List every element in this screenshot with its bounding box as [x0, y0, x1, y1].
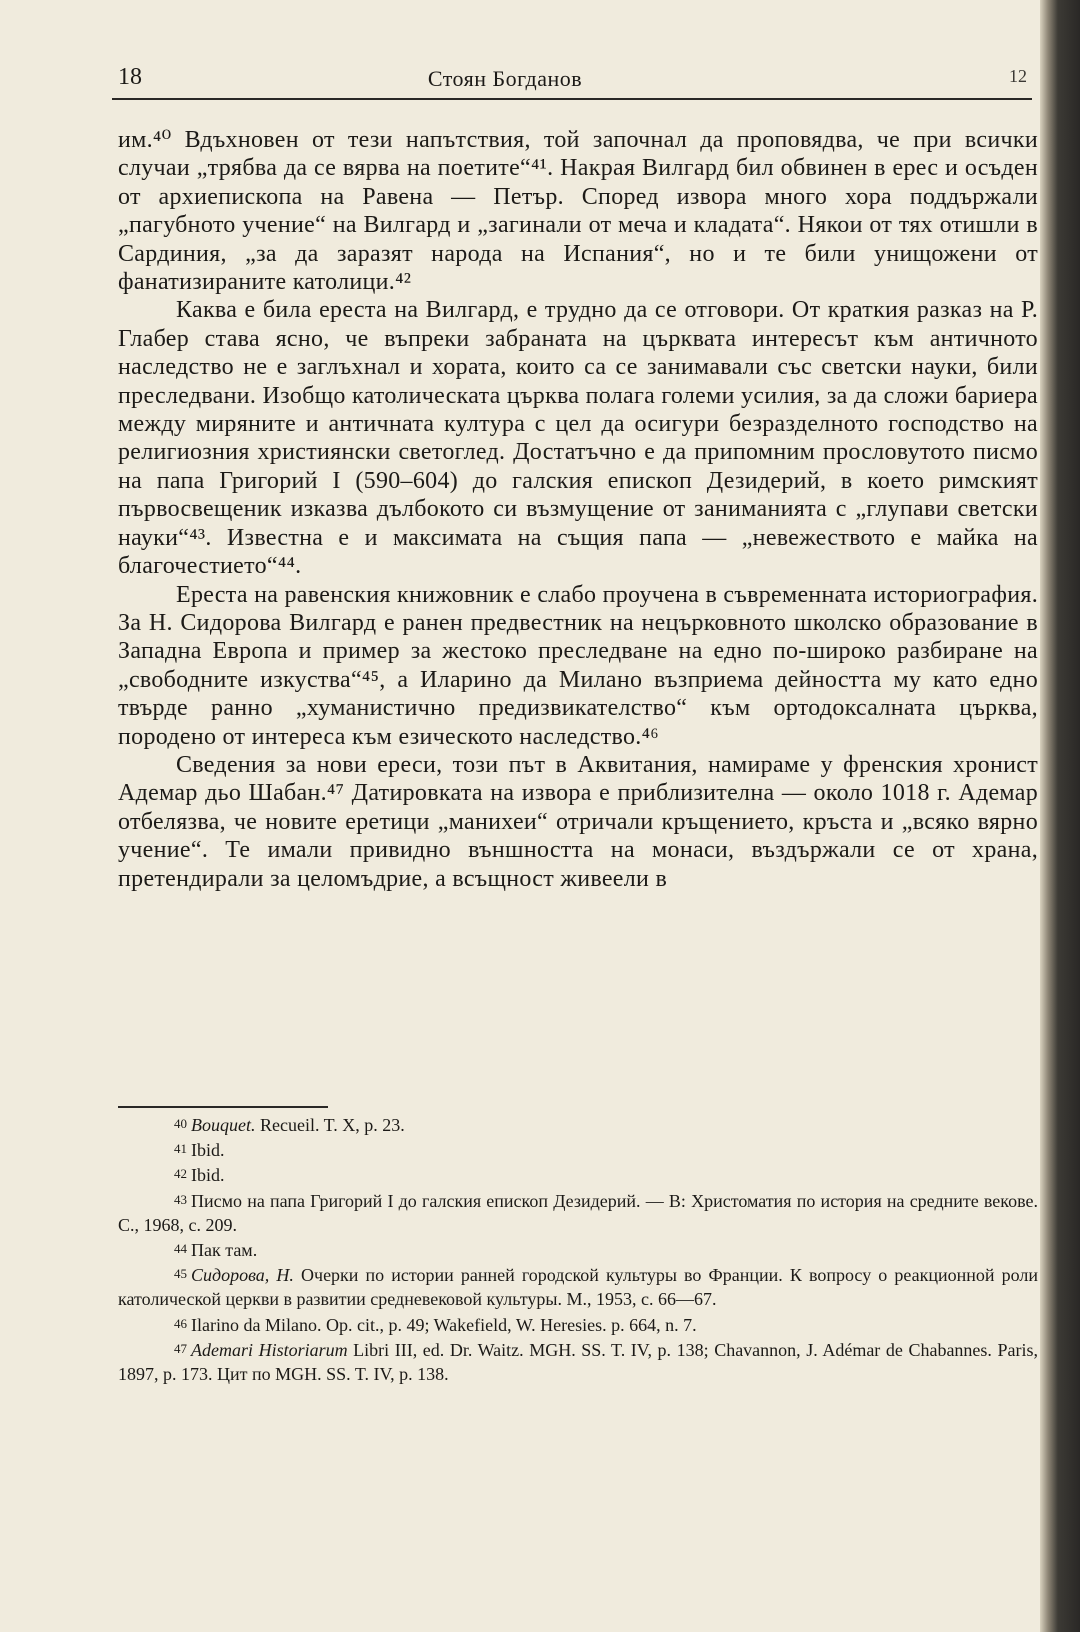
- footnote: [118, 1137, 1038, 1162]
- footnote-text: Libri III, ed. Dr. Waitz. MGH. SS. T. IV, p. 138; Chavannon, J. Adémar de Chabannes. Paris, 1897, p. 173. Цит по MGH. SS. T. IV, p. 138.: [118, 1339, 1038, 1385]
- footnote-text: Очерки по истории ранней городской культуры во Франции. К вопросу о реакционной роли католической церкви в развитии средневековой культуры. М., 1953, с. 66—67.: [118, 1265, 1038, 1310]
- footnote-number: 45: [174, 1266, 187, 1282]
- footnote-text: Ibid.: [191, 1165, 225, 1186]
- footnotes: [118, 1112, 1038, 1386]
- main-text: [118, 126, 1038, 893]
- footnote-number: 40: [174, 1116, 187, 1131]
- footnote-number: 42: [174, 1166, 187, 1182]
- footnote-text: Recueil. T. X, p. 23.: [255, 1115, 405, 1135]
- footnote: [118, 1237, 1038, 1262]
- footnote: [118, 1312, 1038, 1337]
- paragraph-2: Каква е била ереста на Вилгард, е трудно да се отговори. От краткия разказ на Р. Глабер става ясно, че въпреки забраната на църквата интересът към античното наследство не е заглъхнал и хората, които са се занимавали със светски науки, били преследвани. Изобщо католическата църква полага големи усилия, за да сложи бариера между миряните и античната култура с цел да осигури безразделното господство на религиозния християнски светоглед. Достатъчно е да припомним прословутото писмо на папа Григорий I (590–604) до галския епископ Дезидерий, в което римският първосвещеник изказва дълбокото си възмущение от заниманията с „глупави светски науки“⁴³. Известна е и максимата на същия папа — „невежеството е майка на благочестието“⁴⁴.: [118, 297, 1038, 580]
- footnote-italic: Ademari Historiarum: [191, 1339, 348, 1360]
- footnote-text: Писмо на папа Григорий I до галския епископ Дезидерий. — В: Христоматия по история на средните векове. С., 1968, с. 209.: [118, 1190, 1038, 1235]
- paragraph-3: Ереста на равенския книжовник е слабо проучена в съвременната историография. За Н. Сидорова Вилгард е ранен предвестник на нецърковното школско образование в Западна Европа и пример за жестоко преследване на едно по-широко разбиране на „свободните изкуства“⁴⁵, а Иларино да Милано възприема дейността му като едно твърде ранно „хуманистично предизвикателство“ към ортодоксалната църква, породено от интереса към езическото наследство.⁴⁶: [118, 581, 1038, 750]
- footnote-text: Ilarino da Milano. Op. cit., p. 49; Wakefield, W. Heresies. p. 664, n. 7.: [191, 1314, 697, 1335]
- footnote: [118, 1188, 1038, 1237]
- footnote-number: 43: [174, 1191, 187, 1207]
- footnote-text: Пак там.: [191, 1240, 258, 1261]
- footnote: [118, 1337, 1038, 1386]
- running-head: Стоян Богданов: [427, 66, 583, 91]
- page-number: 18: [118, 64, 142, 90]
- footnote: [118, 1112, 1038, 1137]
- footnote-text: Ibid.: [191, 1140, 225, 1161]
- paragraph-4: Сведения за нови ереси, този път в Аквитания, намираме у френския хронист Адемар дьо Шабан.⁴⁷ Датировката на извора е приблизителна — около 1018 г. Адемар отбелязва, че новите еретици „манихеи“ отричали кръщението, кръста и „всяко вярно учение“. Те имали привидно външността на монаси, въздържали се от храна, претендирали за целомъдрие, а всъщност живеели в: [118, 751, 1038, 892]
- book-spine-shadow: [1040, 0, 1080, 1632]
- footnote-number: 41: [174, 1141, 187, 1157]
- footnote-italic: Bouquet.: [191, 1115, 256, 1135]
- footnote: [118, 1262, 1038, 1311]
- footnote-number: 46: [174, 1315, 187, 1331]
- footnote-number: 44: [174, 1241, 187, 1257]
- footnote-rule: [118, 1106, 328, 1108]
- page-header: [116, 60, 1036, 100]
- footnote-italic: Сидорова, Н.: [191, 1265, 294, 1286]
- paragraph-1: им.⁴⁰ Вдъхновен от тези напътствия, той започнал да проповядва, че при всички случаи „трябва да се вярва на поетите“⁴¹. Накрая Вилгард бил обвинен в ерес и осъден от архиепископа на Равена — Петър. Според извора много хора поддържали „пагубното учение“ на Вилгард и „загинали от меча и кладата“. Някои от тях отишли в Сардиния, „за да заразят народа на Испания“, но и те били унищожени от фанатизираните католици.⁴²: [118, 127, 1038, 296]
- footnote: [118, 1162, 1038, 1187]
- footnote-number: 47: [174, 1340, 187, 1356]
- header-rule: [112, 98, 1032, 100]
- facing-page-number: 12: [1009, 66, 1027, 86]
